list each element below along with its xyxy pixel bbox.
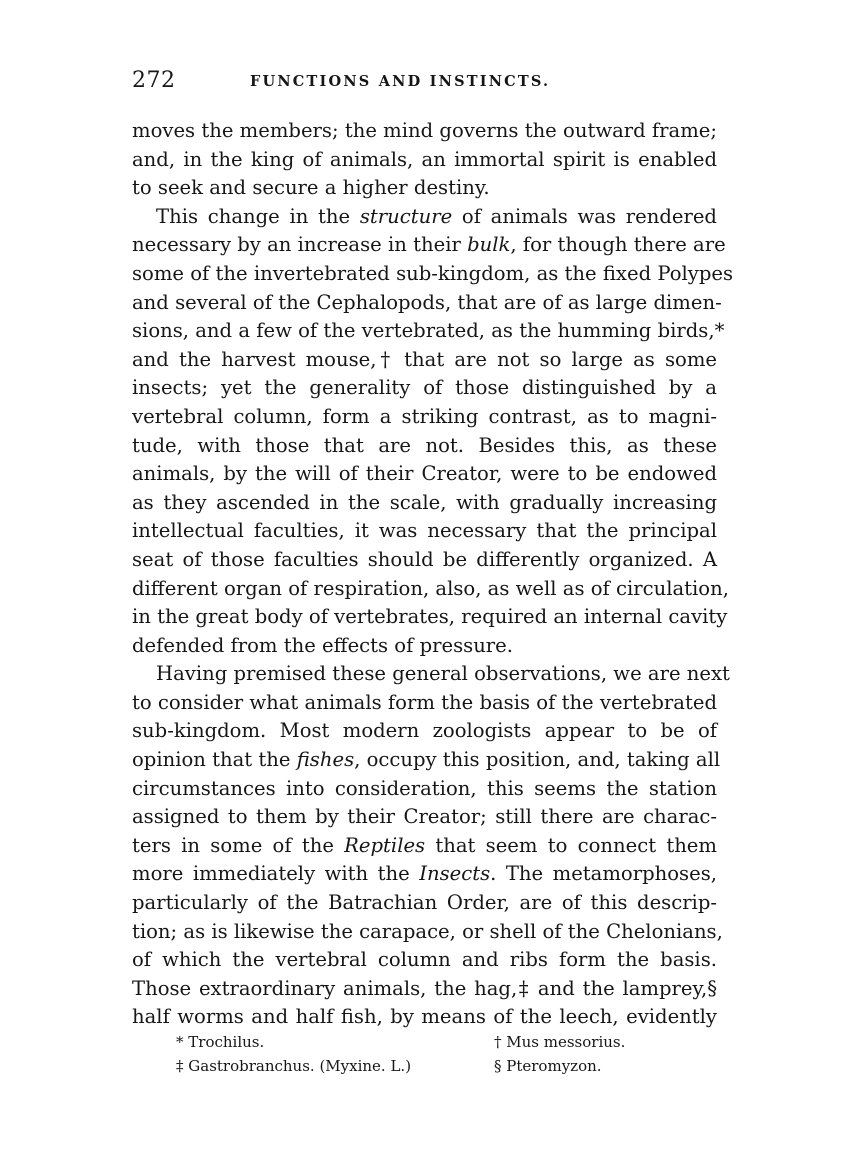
text-line: circumstances into consideration, this seems the station <box>132 776 717 800</box>
footnote: ‡ Gastrobranchus. (Myxine. L.) <box>176 1057 412 1075</box>
footnote-row <box>132 1030 717 1054</box>
text-line: defended from the effects of pressure. <box>132 633 513 657</box>
footnote: § Pteromyzon. <box>494 1057 602 1075</box>
footnote-row <box>132 1054 717 1078</box>
text-line: half worms and half fish, by means of the leech, evidently <box>132 1005 717 1029</box>
text-line: necessary by an increase in their bulk, for though there are <box>132 233 726 257</box>
text-line: This change in the structure of animals was rendered <box>156 204 717 228</box>
text-line: in the great body of vertebrates, required an internal cavity <box>132 605 728 629</box>
text-line: assigned to them by their Creator; still there are charac- <box>132 805 717 829</box>
text-line: Having premised these general observations, we are next <box>156 662 730 686</box>
text-line: tude, with those that are not. Besides this, as these <box>132 433 717 457</box>
text-line: to consider what animals form the basis of the vertebrated <box>132 690 717 714</box>
text-line: sions, and a few of the vertebrated, as the humming birds,* <box>132 319 725 343</box>
body-text <box>132 117 734 1032</box>
text-line: and the harvest mouse,† that are not so large as some <box>132 347 717 371</box>
text-line: as they ascended in the scale, with gradually increasing <box>132 490 717 514</box>
text-line: intellectual faculties, it was necessary that the principal <box>132 519 717 543</box>
text-line: and several of the Cephalopods, that are of as large dimen- <box>132 290 722 314</box>
text-line: and, in the king of animals, an immortal spirit is enabled <box>132 147 717 171</box>
text-line: insects; yet the generality of those distinguished by a <box>132 376 717 400</box>
text-line: opinion that the fishes, occupy this position, and, taking all <box>132 748 721 772</box>
footnote: * Trochilus. <box>176 1033 265 1051</box>
page-number: 272 <box>132 68 176 93</box>
running-head: FUNCTIONS AND INSTINCTS. <box>250 73 551 90</box>
text-line: moves the members; the mind governs the outward frame; <box>132 119 717 142</box>
text-line: to seek and secure a higher destiny. <box>132 176 490 200</box>
text-line: seat of those faculties should be differently organized. A <box>132 547 717 571</box>
text-line: sub-kingdom. Most modern zoologists appear to be of <box>132 719 717 743</box>
text-line: animals, by the will of their Creator, were to be endowed <box>132 462 717 486</box>
page-header <box>132 68 717 98</box>
footnotes <box>132 1030 717 1078</box>
text-line: some of the invertebrated sub-kingdom, as the fixed Polypes <box>132 261 734 285</box>
text-line: particularly of the Batrachian Order, are of this descrip- <box>132 891 717 915</box>
text-line: ters in some of the Reptiles that seem to connect them <box>132 833 717 857</box>
text-line: more immediately with the Insects. The metamorphoses, <box>132 862 717 886</box>
text-line: vertebral column, form a striking contrast, as to magni- <box>132 404 717 428</box>
text-line: different organ of respiration, also, as well as of circulation, <box>132 576 729 600</box>
text-line: of which the vertebral column and ribs form the basis. <box>132 948 717 972</box>
text-line: tion; as is likewise the carapace, or shell of the Chelonians, <box>132 919 723 943</box>
footnote: † Mus messorius. <box>494 1033 626 1051</box>
text-line: Those extraordinary animals, the hag,‡ and the lamprey,§ <box>132 976 717 1000</box>
